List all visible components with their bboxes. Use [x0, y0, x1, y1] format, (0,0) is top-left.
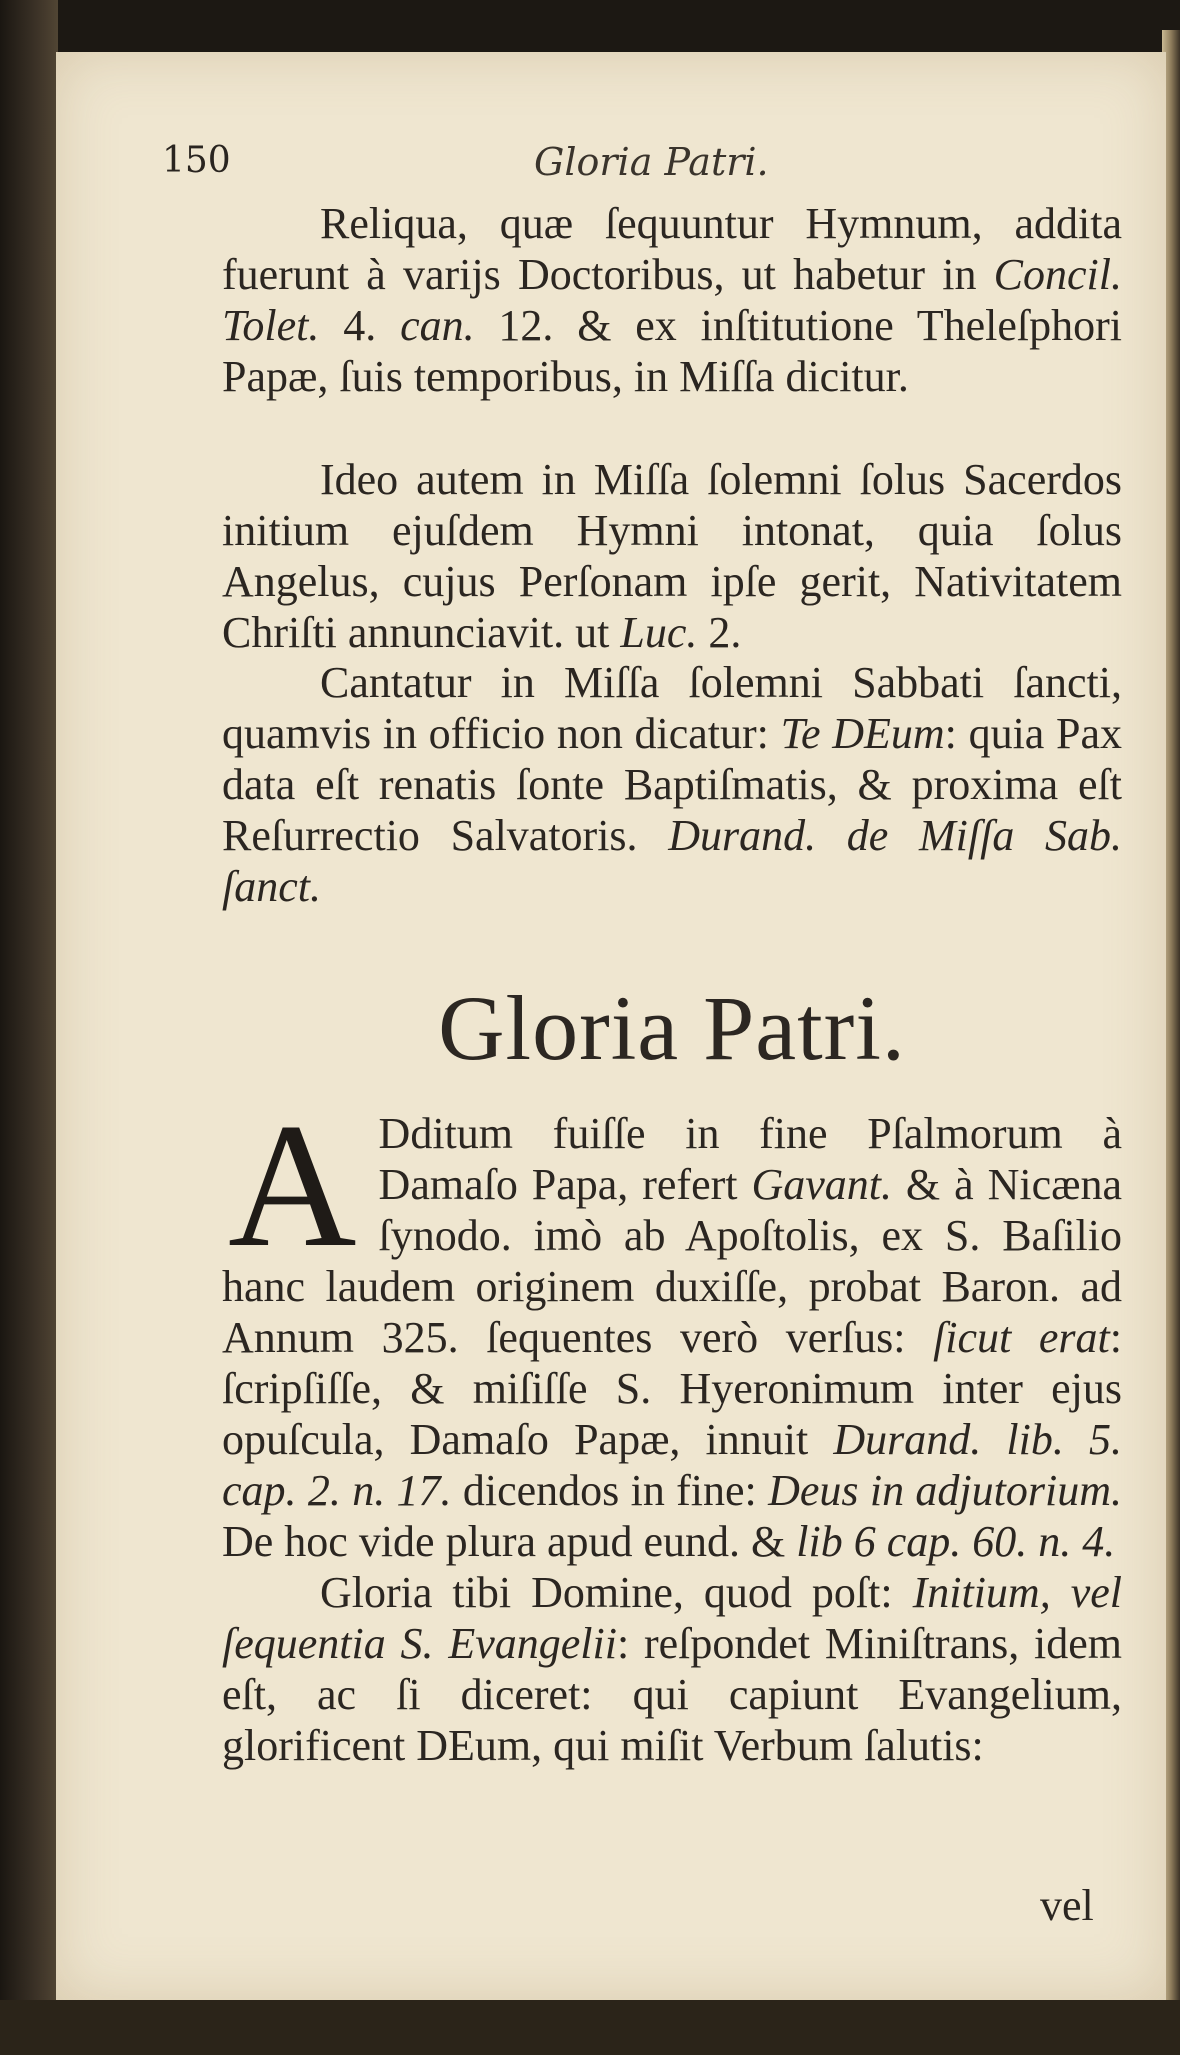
drop-cap: A: [228, 1086, 357, 1284]
citation: lib 6 cap. 60. n. 4.: [796, 1517, 1116, 1566]
main-section-body: [222, 1086, 1123, 1771]
paragraph-ideo: [222, 454, 1122, 658]
citation: Initium, vel ſequentia S. Evangelii: [222, 1568, 1122, 1668]
citation: Concil. Tolet.: [222, 250, 1122, 350]
text-segment: dicendos in fine:: [451, 1466, 769, 1515]
citation: Durand. lib. 5. cap. 2. n. 17.: [222, 1415, 1122, 1515]
text-segment: : ſcripſiſſe, & miſiſſe S. Hyeronimum inter ejus opuſcula, Damaſo Papæ, innuit: [222, 1313, 1122, 1464]
citation: can.: [400, 301, 475, 350]
text-segment: : quia Pax data eſt renatis ſonte Baptiſmatis, & proxima eſt Reſurrectio Salvatoris.: [222, 709, 1123, 860]
text-segment: & à Nicæna ſynodo. imò ab Apoſtolis, ex S. Baſilio hanc laudem originem duxiſſe, probat Baron. ad Annum 325. ſequentes verò verſus:: [222, 1160, 1122, 1362]
paragraph-cantatur: [222, 657, 1122, 912]
background-top: [0, 0, 1180, 60]
catchword: vel: [1040, 1881, 1094, 1930]
paragraph-text: [222, 454, 1122, 658]
paragraph-text: [222, 657, 1122, 912]
text-segment: De hoc vide plura apud eund. &: [222, 1517, 797, 1566]
section-title: Gloria Patri.: [438, 977, 906, 1079]
page-header: [162, 132, 1122, 192]
paragraph-reliqua: [222, 198, 1122, 402]
citation: Gavant.: [751, 1160, 892, 1209]
text-segment: 2.: [697, 608, 742, 657]
citation: Durand. de Miſſa Sab. ſanct.: [222, 811, 1122, 911]
main-paragraph: [222, 1086, 1123, 1567]
citation: ſicut erat: [933, 1313, 1110, 1362]
text-segment: Ideo autem in Miſſa ſolemni ſolus Sacerdos initium ejuſdem Hymni intonat, quia ſolus Angelus, cujus Perſonam ipſe gerit, Nativitatem Chriſti annunciavit. ut: [222, 455, 1122, 657]
running-head: Gloria Patri.: [534, 140, 769, 184]
page-number: 150: [162, 140, 231, 181]
paragraph-text: [222, 198, 1122, 402]
citation: Luc.: [620, 608, 698, 657]
citation: Deus in adjutorium.: [768, 1466, 1123, 1515]
text-segment: Dditum fuiſſe in fine Pſalmorum à Damaſo Papa, refert: [378, 1109, 1122, 1209]
citation: Te DEum: [780, 709, 945, 758]
final-paragraph: [222, 1567, 1122, 1771]
text-segment: 12. & ex inſtitutione Theleſphori Papæ, ſuis temporibus, in Miſſa dicitur.: [222, 301, 1123, 401]
text-segment: 4.: [319, 301, 401, 350]
text-segment: : reſpondet Miniſtrans, idem eſt, ac ſi diceret: qui capiunt Evangelium, glorificent DEum, qui miſit Verbum ſalutis:: [222, 1619, 1122, 1770]
text-segment: Cantatur in Miſſa ſolemni Sabbati ſancti, quamvis in officio non dicatur:: [222, 658, 1122, 758]
text-segment: Reliqua, quæ ſequuntur Hymnum, addita fuerunt à varijs Doctoribus, ut habetur in: [222, 199, 1122, 299]
book-spine: [0, 0, 58, 2055]
text-segment: Gloria tibi Domine, quod poſt:: [320, 1568, 913, 1617]
background-bottom: [0, 2000, 1180, 2055]
